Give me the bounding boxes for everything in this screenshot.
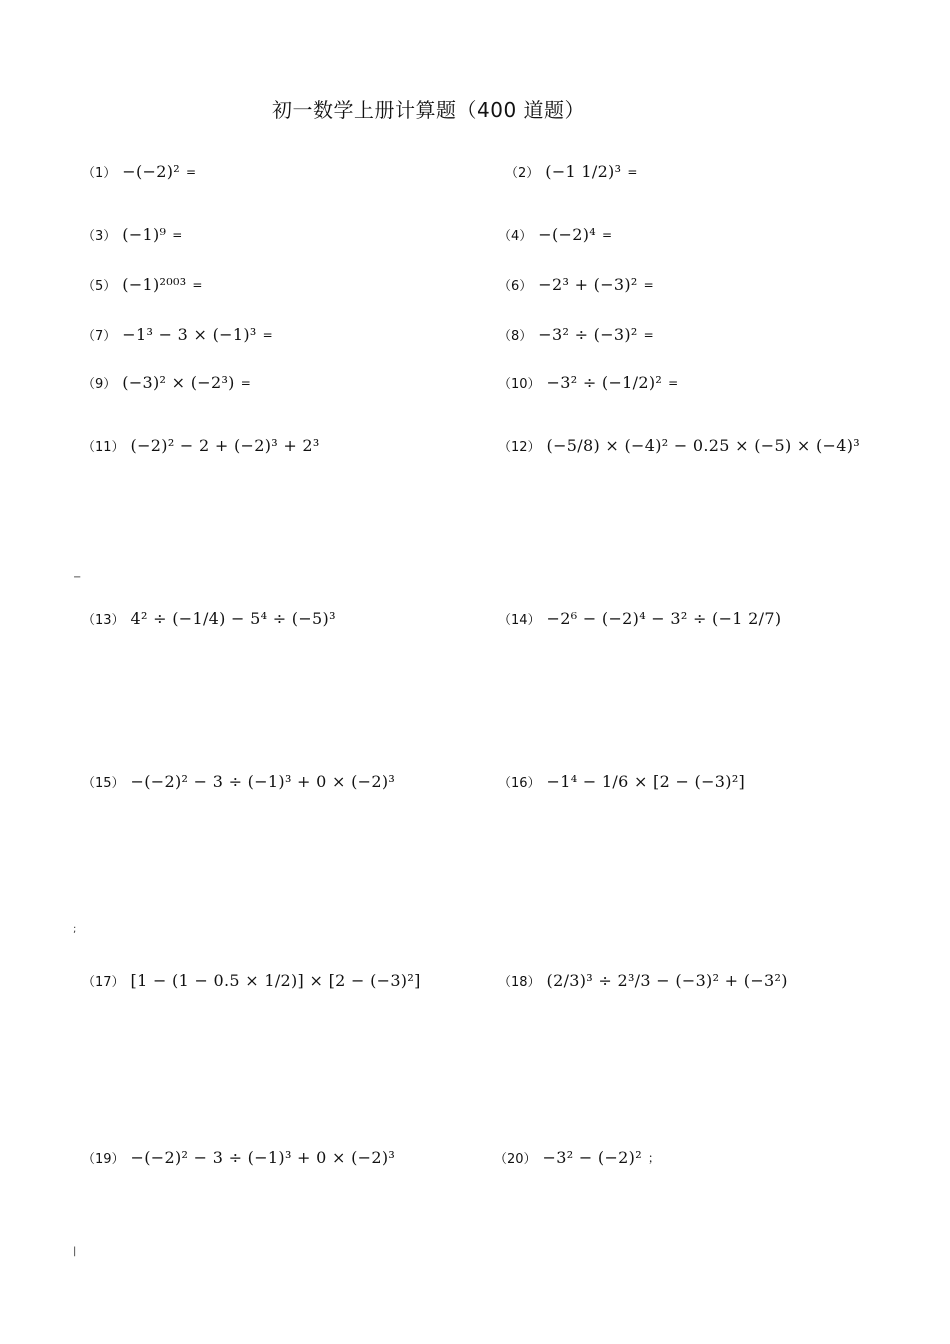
problem-expression: (−1 1/2)³	[545, 162, 622, 181]
problem-16	[498, 772, 751, 791]
problem-15	[82, 772, 401, 791]
problem-number: （9）	[82, 377, 117, 392]
problem-12	[498, 436, 866, 455]
problem-3	[82, 225, 182, 244]
problem-number: （10）	[498, 377, 541, 392]
problem-expression: −3² − (−2)²	[542, 1148, 642, 1167]
problem-expression: −(−2)² − 3 ÷ (−1)³ + 0 × (−2)³	[130, 772, 396, 791]
problem-expression: (−3)² × (−2³)	[122, 373, 235, 392]
problem-expression: −(−2)⁴	[538, 225, 596, 244]
problem-expression: 4² ÷ (−1/4) − 5⁴ ÷ (−5)³	[130, 609, 336, 628]
equals-sign: =	[185, 164, 197, 179]
problem-number: （15）	[82, 776, 125, 791]
problem-number: （20）	[494, 1152, 537, 1167]
problem-9	[82, 373, 251, 392]
problem-2	[505, 162, 637, 181]
problem-number: （13）	[82, 613, 125, 628]
problem-expression: [1 − (1 − 0.5 × 1/2)] × [2 − (−3)²]	[130, 971, 421, 990]
problem-17	[82, 971, 427, 990]
problem-expression: (−2)² − 2 + (−2)³ + 2³	[130, 436, 320, 455]
problem-number: （12）	[498, 440, 541, 455]
problem-expression: (−1)⁹	[122, 225, 167, 244]
problem-expression: −2⁶ − (−2)⁴ − 3² ÷ (−1 2/7)	[546, 609, 782, 628]
equals-sign: =	[643, 327, 654, 342]
problem-expression: −(−2)² − 3 ÷ (−1)³ + 0 × (−2)³	[130, 1148, 396, 1167]
equals-sign: =	[627, 164, 638, 179]
problem-expression: −1⁴ − 1/6 × [2 − (−3)²]	[546, 772, 746, 791]
problem-6	[498, 275, 654, 294]
problem-number: （4）	[498, 229, 533, 244]
problem-number: （8）	[498, 329, 533, 344]
problem-number: （3）	[82, 229, 117, 244]
equals-sign: =	[601, 227, 613, 242]
problem-number: （2）	[505, 166, 540, 181]
equals-sign: ；	[647, 1151, 660, 1165]
problem-number: （14）	[498, 613, 541, 628]
equals-sign: =	[262, 327, 273, 342]
problem-11	[82, 436, 326, 455]
problem-1	[82, 162, 196, 181]
problem-number: （6）	[498, 279, 533, 294]
problem-expression: −3² ÷ (−3)²	[538, 325, 638, 344]
problem-number: （1）	[82, 166, 117, 181]
stray-mark: ;	[73, 924, 77, 935]
problem-expression: (−1)²⁰⁰³	[122, 275, 187, 294]
problem-expression: −(−2)²	[122, 162, 180, 181]
problem-number: （7）	[82, 329, 117, 344]
problem-number: （19）	[82, 1152, 125, 1167]
equals-sign: =	[668, 375, 679, 390]
problem-expression: (2/3)³ ÷ 2³/3 − (−3)² + (−3²)	[546, 971, 788, 990]
problem-expression: −1³ − 3 × (−1)³	[122, 325, 257, 344]
problem-8	[498, 325, 654, 344]
stray-mark: |	[73, 1246, 77, 1257]
problem-10	[498, 373, 678, 392]
problem-20	[494, 1148, 660, 1167]
problem-number: （16）	[498, 776, 541, 791]
equals-sign: =	[192, 277, 203, 292]
problem-number: （18）	[498, 975, 541, 990]
equals-sign: =	[172, 227, 183, 242]
problem-number: （5）	[82, 279, 117, 294]
problem-7	[82, 325, 273, 344]
problem-expression: −3² ÷ (−1/2)²	[546, 373, 663, 392]
problem-19	[82, 1148, 401, 1167]
problem-expression: −2³ + (−3)²	[538, 275, 638, 294]
problem-number: （17）	[82, 975, 125, 990]
problem-expression: (−5/8) × (−4)² − 0.25 × (−5) × (−4)³	[546, 436, 860, 455]
problem-14	[498, 609, 787, 628]
problem-18	[498, 971, 794, 990]
problem-13	[82, 609, 342, 628]
equals-sign: =	[240, 375, 251, 390]
problem-number: （11）	[82, 440, 125, 455]
problem-5	[82, 275, 202, 294]
page-title: 初一数学上册计算题（400 道题）	[272, 98, 586, 122]
equals-sign: =	[643, 277, 654, 292]
stray-mark: −	[73, 572, 82, 583]
problem-4	[498, 225, 612, 244]
